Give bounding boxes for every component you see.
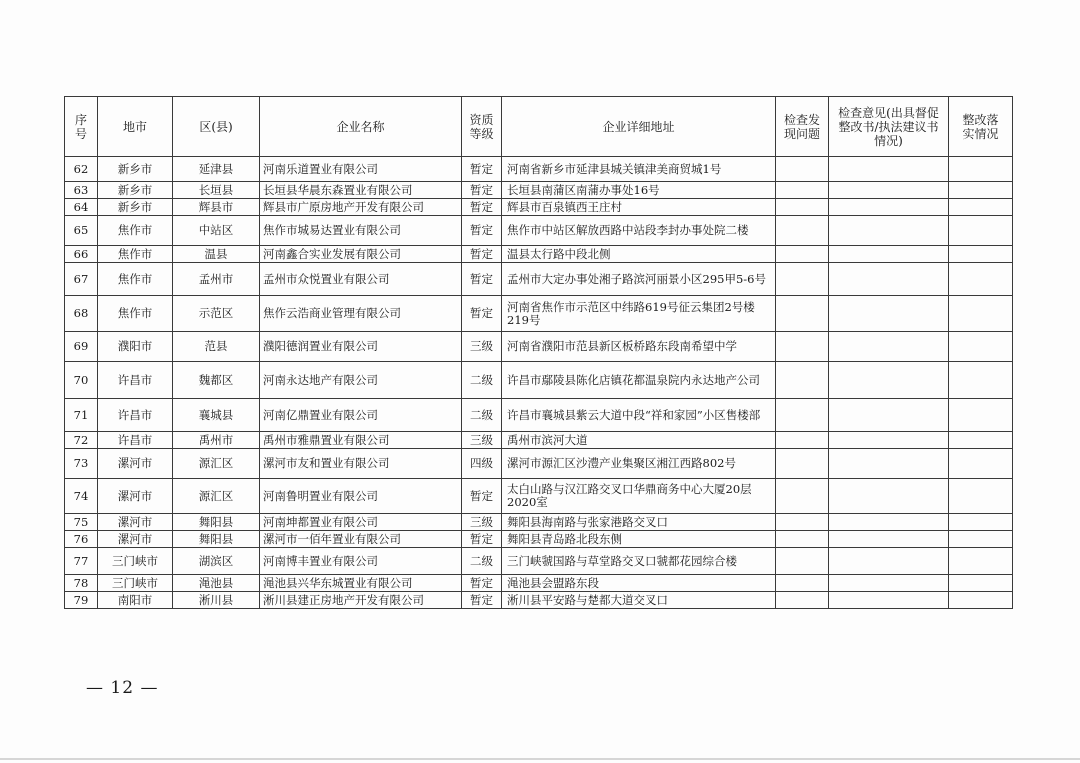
row-company: 焦作市城易达置业有限公司 [260,216,462,246]
row-county: 孟州市 [173,263,260,296]
table-row [65,199,1013,216]
row-grade: 暂定 [462,575,502,592]
row-grade: 二级 [462,362,502,399]
row-city: 新乡市 [98,157,173,182]
row-city: 焦作市 [98,296,173,332]
row-address: 三门峡虢国路与草堂路交叉口虢都花园综合楼 [502,548,776,575]
row-issues [776,157,829,182]
row-company: 河南鑫合实业发展有限公司 [260,246,462,263]
row-county: 辉县市 [173,199,260,216]
row-address: 河南省焦作市示范区中纬路619号征云集团2号楼219号 [502,296,776,332]
row-opinion [829,182,949,199]
inspection-table [64,96,1013,609]
row-opinion [829,216,949,246]
row-company: 河南博丰置业有限公司 [260,548,462,575]
row-issues [776,399,829,432]
row-issues [776,199,829,216]
row-seq: 69 [65,332,98,362]
row-opinion [829,296,949,332]
table-row [65,157,1013,182]
row-city: 三门峡市 [98,548,173,575]
row-city: 新乡市 [98,182,173,199]
row-county: 源汇区 [173,449,260,479]
table-row [65,548,1013,575]
row-grade: 暂定 [462,479,502,514]
row-opinion [829,592,949,609]
row-seq: 75 [65,514,98,531]
row-county: 淅川县 [173,592,260,609]
row-rectify [949,263,1013,296]
row-address: 辉县市百泉镇西王庄村 [502,199,776,216]
row-city: 漯河市 [98,514,173,531]
row-seq: 71 [65,399,98,432]
row-address: 渑池县会盟路东段 [502,575,776,592]
row-city: 漯河市 [98,479,173,514]
row-issues [776,246,829,263]
row-issues [776,263,829,296]
row-rectify [949,479,1013,514]
row-grade: 三级 [462,432,502,449]
row-issues [776,479,829,514]
table-row [65,296,1013,332]
table-row [65,216,1013,246]
row-company: 河南永达地产有限公司 [260,362,462,399]
table-row [65,575,1013,592]
row-county: 延津县 [173,157,260,182]
row-opinion [829,531,949,548]
row-rectify [949,296,1013,332]
row-seq: 66 [65,246,98,263]
row-issues [776,216,829,246]
row-county: 渑池县 [173,575,260,592]
row-address: 舞阳县海南路与张家港路交叉口 [502,514,776,531]
row-city: 南阳市 [98,592,173,609]
row-issues [776,362,829,399]
row-opinion [829,432,949,449]
row-grade: 二级 [462,399,502,432]
header-company: 企业名称 [260,97,462,157]
row-city: 许昌市 [98,399,173,432]
row-city: 漯河市 [98,531,173,548]
table-row [65,531,1013,548]
row-address: 长垣县南蒲区南蒲办事处16号 [502,182,776,199]
header-address: 企业详细地址 [502,97,776,157]
row-city: 濮阳市 [98,332,173,362]
row-rectify [949,182,1013,199]
header-grade: 资质等级 [462,97,502,157]
row-opinion [829,479,949,514]
row-rectify [949,157,1013,182]
row-grade: 三级 [462,514,502,531]
row-grade: 暂定 [462,246,502,263]
row-address: 太白山路与汉江路交叉口华鼎商务中心大厦20层2020室 [502,479,776,514]
row-grade: 暂定 [462,296,502,332]
row-rectify [949,362,1013,399]
table-row [65,592,1013,609]
row-seq: 74 [65,479,98,514]
row-rectify [949,216,1013,246]
row-rectify [949,531,1013,548]
header-issues: 检查发现问题 [776,97,829,157]
row-opinion [829,332,949,362]
row-issues [776,548,829,575]
row-rectify [949,399,1013,432]
row-address: 许昌市襄城县紫云大道中段“祥和家园”小区售楼部 [502,399,776,432]
inspection-table-wrapper [64,96,1013,609]
page-number: — 12 — [86,678,159,698]
row-county: 长垣县 [173,182,260,199]
row-seq: 68 [65,296,98,332]
row-county: 源汇区 [173,479,260,514]
row-county: 舞阳县 [173,531,260,548]
header-county: 区(县) [173,97,260,157]
row-seq: 78 [65,575,98,592]
row-issues [776,296,829,332]
row-rectify [949,575,1013,592]
row-county: 魏都区 [173,362,260,399]
row-rectify [949,199,1013,216]
row-opinion [829,548,949,575]
row-grade: 暂定 [462,199,502,216]
row-rectify [949,246,1013,263]
header-opinion: 检查意见(出具督促整改书/执法建议书情况) [829,97,949,157]
row-company: 长垣县华晨东森置业有限公司 [260,182,462,199]
row-county: 中站区 [173,216,260,246]
row-company: 河南鲁明置业有限公司 [260,479,462,514]
row-grade: 暂定 [462,592,502,609]
row-county: 襄城县 [173,399,260,432]
row-county: 禹州市 [173,432,260,449]
row-address: 河南省新乡市延津县城关镇津美商贸城1号 [502,157,776,182]
row-company: 河南乐道置业有限公司 [260,157,462,182]
row-grade: 暂定 [462,216,502,246]
row-issues [776,182,829,199]
row-grade: 二级 [462,548,502,575]
row-company: 渑池县兴华东城置业有限公司 [260,575,462,592]
row-address: 温县太行路中段北侧 [502,246,776,263]
row-city: 漯河市 [98,449,173,479]
row-opinion [829,399,949,432]
row-seq: 64 [65,199,98,216]
row-county: 舞阳县 [173,514,260,531]
table-row [65,182,1013,199]
row-address: 许昌市鄢陵县陈化店镇花都温泉院内永达地产公司 [502,362,776,399]
row-rectify [949,592,1013,609]
row-address: 漯河市源汇区沙澧产业集聚区湘江西路802号 [502,449,776,479]
page-bottom-divider [0,758,1080,760]
row-county: 范县 [173,332,260,362]
row-company: 漯河市一佰年置业有限公司 [260,531,462,548]
row-opinion [829,246,949,263]
row-company: 焦作云浩商业管理有限公司 [260,296,462,332]
row-seq: 62 [65,157,98,182]
row-rectify [949,548,1013,575]
row-grade: 三级 [462,332,502,362]
row-county: 湖滨区 [173,548,260,575]
row-city: 许昌市 [98,432,173,449]
row-seq: 76 [65,531,98,548]
row-issues [776,575,829,592]
row-grade: 暂定 [462,157,502,182]
row-rectify [949,514,1013,531]
table-header-row [65,97,1013,157]
row-address: 河南省濮阳市范县新区板桥路东段南希望中学 [502,332,776,362]
table-row [65,479,1013,514]
row-company: 濮阳德润置业有限公司 [260,332,462,362]
row-county: 温县 [173,246,260,263]
row-grade: 暂定 [462,531,502,548]
row-city: 新乡市 [98,199,173,216]
table-row [65,362,1013,399]
row-address: 淅川县平安路与楚都大道交叉口 [502,592,776,609]
header-rectify: 整改落实情况 [949,97,1013,157]
row-company: 淅川县建正房地产开发有限公司 [260,592,462,609]
table-row [65,332,1013,362]
row-address: 焦作市中站区解放西路中站段李封办事处院二楼 [502,216,776,246]
row-seq: 65 [65,216,98,246]
row-grade: 暂定 [462,263,502,296]
header-city: 地市 [98,97,173,157]
table-row [65,514,1013,531]
row-address: 禹州市滨河大道 [502,432,776,449]
row-company: 孟州市众悦置业有限公司 [260,263,462,296]
row-company: 辉县市广原房地产开发有限公司 [260,199,462,216]
row-company: 河南亿鼎置业有限公司 [260,399,462,432]
row-rectify [949,449,1013,479]
row-seq: 73 [65,449,98,479]
row-company: 禹州市雅鼎置业有限公司 [260,432,462,449]
row-address: 舞阳县青岛路北段东侧 [502,531,776,548]
row-company: 漯河市友和置业有限公司 [260,449,462,479]
row-grade: 暂定 [462,182,502,199]
table-row [65,449,1013,479]
row-county: 示范区 [173,296,260,332]
table-row [65,432,1013,449]
row-city: 焦作市 [98,246,173,263]
row-grade: 四级 [462,449,502,479]
row-issues [776,592,829,609]
row-city: 三门峡市 [98,575,173,592]
row-opinion [829,157,949,182]
row-opinion [829,514,949,531]
row-rectify [949,332,1013,362]
row-seq: 77 [65,548,98,575]
row-issues [776,432,829,449]
table-row [65,263,1013,296]
row-seq: 63 [65,182,98,199]
row-opinion [829,575,949,592]
row-seq: 79 [65,592,98,609]
row-opinion [829,199,949,216]
header-seq: 序号 [65,97,98,157]
row-company: 河南坤都置业有限公司 [260,514,462,531]
row-opinion [829,263,949,296]
row-issues [776,449,829,479]
row-city: 焦作市 [98,263,173,296]
table-row [65,246,1013,263]
row-issues [776,332,829,362]
row-seq: 72 [65,432,98,449]
table-row [65,399,1013,432]
row-opinion [829,362,949,399]
row-address: 孟州市大定办事处湘子路滨河丽景小区295甲5-6号 [502,263,776,296]
row-issues [776,531,829,548]
row-rectify [949,432,1013,449]
row-issues [776,514,829,531]
row-city: 焦作市 [98,216,173,246]
row-seq: 70 [65,362,98,399]
row-city: 许昌市 [98,362,173,399]
row-seq: 67 [65,263,98,296]
row-opinion [829,449,949,479]
